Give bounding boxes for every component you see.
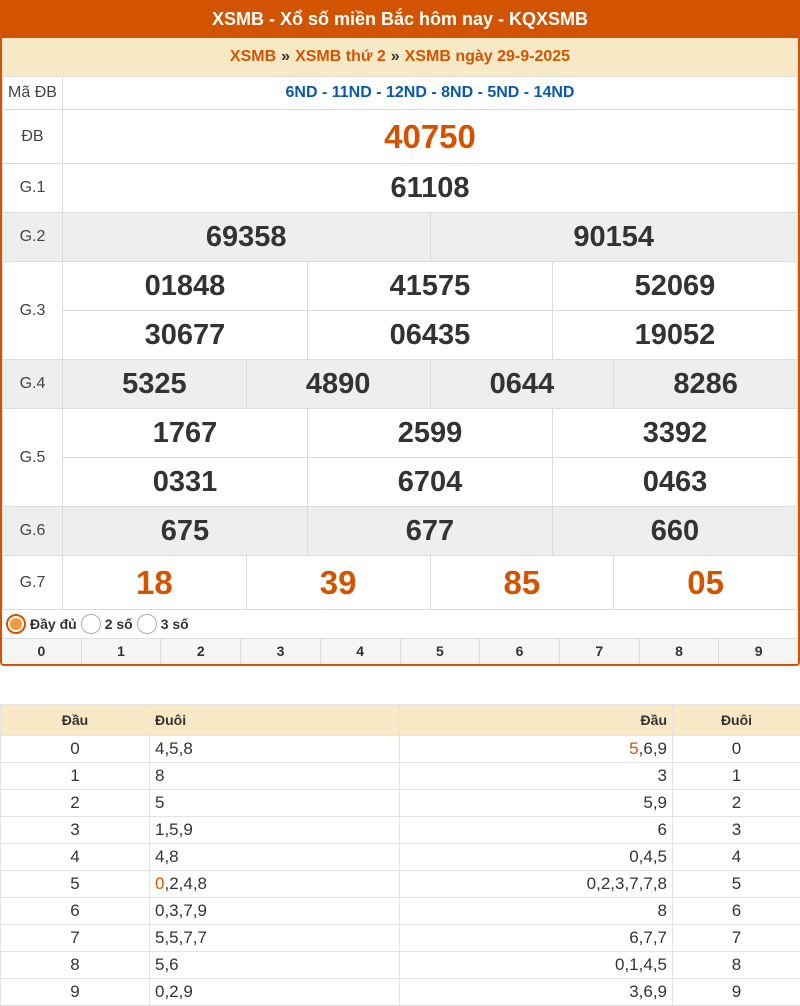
header-dau: Đầu bbox=[1, 705, 150, 736]
duoi-cell: 6 bbox=[673, 898, 800, 925]
option-3-so-label: 3 số bbox=[160, 616, 189, 632]
prize-g3: 19052 bbox=[553, 311, 798, 360]
duoi-cell: 1 bbox=[673, 763, 800, 790]
prize-g3: 52069 bbox=[553, 262, 798, 311]
label-g6: G.6 bbox=[3, 507, 63, 556]
label-ma-db: Mã ĐB bbox=[3, 77, 63, 110]
prize-g5: 1767 bbox=[63, 409, 308, 458]
table-row bbox=[1, 817, 800, 844]
dau-cell: 3,6,9 bbox=[400, 979, 673, 1006]
table-row bbox=[1, 736, 800, 763]
label-g1: G.1 bbox=[3, 164, 63, 213]
table-row bbox=[1, 925, 800, 952]
option-2-so[interactable] bbox=[81, 614, 133, 634]
digit-filter-item[interactable]: 1 bbox=[82, 639, 162, 664]
digit-filter-item[interactable]: 9 bbox=[754, 643, 763, 659]
digit-filter-item[interactable]: 2 bbox=[161, 639, 241, 664]
row-g1 bbox=[3, 164, 798, 213]
page-title: XSMB - Xổ số miền Bắc hôm nay - KQXSMB bbox=[0, 0, 800, 38]
label-g7: G.7 bbox=[3, 556, 63, 610]
breadcrumb-xsmb[interactable]: XSMB bbox=[229, 48, 277, 65]
duoi-cell: 5 bbox=[150, 790, 400, 817]
radio-full[interactable] bbox=[6, 614, 26, 634]
prize-g6: 675 bbox=[63, 507, 308, 556]
digit-filter-item[interactable]: 4 bbox=[321, 639, 401, 664]
duoi-cell: 7 bbox=[673, 925, 800, 952]
breadcrumb-separator: » bbox=[281, 48, 291, 65]
prize-g4: 5325 bbox=[63, 360, 247, 409]
dau-cell: 5,9 bbox=[400, 790, 673, 817]
prize-g6: 677 bbox=[308, 507, 553, 556]
row-g7 bbox=[3, 556, 798, 610]
prize-g7: 05 bbox=[614, 556, 798, 610]
row-g3 bbox=[3, 262, 798, 311]
prize-g4: 0644 bbox=[430, 360, 614, 409]
prize-g7: 18 bbox=[63, 556, 247, 610]
row-g3 bbox=[3, 311, 798, 360]
duoi-cell: 5,5,7,7 bbox=[150, 925, 400, 952]
prize-g2: 90154 bbox=[430, 213, 798, 262]
row-db bbox=[3, 110, 798, 164]
prize-db: 40750 bbox=[63, 110, 798, 164]
prize-g3: 30677 bbox=[63, 311, 308, 360]
prize-g3: 06435 bbox=[308, 311, 553, 360]
prize-g7: 39 bbox=[246, 556, 430, 610]
results-table bbox=[2, 76, 798, 610]
prize-g6: 660 bbox=[553, 507, 798, 556]
dau-cell: 0,2,3,7,7,8 bbox=[400, 871, 673, 898]
digit-filter-item[interactable]: 8 bbox=[640, 639, 720, 664]
row-ma-db bbox=[3, 77, 798, 110]
dau-cell: 0,4,5 bbox=[400, 844, 673, 871]
loto-body bbox=[1, 736, 800, 1006]
digit-filter-item[interactable]: 7 bbox=[560, 639, 640, 664]
duoi-cell: 8 bbox=[150, 763, 400, 790]
dau-cell: 5 bbox=[1, 871, 150, 898]
row-g4 bbox=[3, 360, 798, 409]
duoi-cell: 4,5,8 bbox=[150, 736, 400, 763]
duoi-cell: 8 bbox=[673, 952, 800, 979]
table-row bbox=[1, 790, 800, 817]
loto-table bbox=[0, 704, 800, 1006]
digit-filter-item[interactable]: 3 bbox=[241, 639, 321, 664]
table-row bbox=[1, 979, 800, 1006]
label-g4: G.4 bbox=[3, 360, 63, 409]
prize-g5: 0331 bbox=[63, 458, 308, 507]
breadcrumb bbox=[2, 38, 798, 76]
header-duoi: Đuôi bbox=[150, 705, 400, 736]
prize-g3: 41575 bbox=[308, 262, 553, 311]
dau-cell: 4 bbox=[1, 844, 150, 871]
ma-db-value: 6ND - 11ND - 12ND - 8ND - 5ND - 14ND bbox=[63, 77, 798, 110]
row-g2 bbox=[3, 213, 798, 262]
radio-2-so[interactable] bbox=[81, 614, 101, 634]
table-row bbox=[1, 952, 800, 979]
dau-cell: 5,6,9 bbox=[400, 736, 673, 763]
breadcrumb-xsmb-date[interactable]: XSMB ngày 29-9-2025 bbox=[404, 48, 571, 65]
row-g5 bbox=[3, 458, 798, 507]
prize-g4: 8286 bbox=[614, 360, 798, 409]
breadcrumb-xsmb-thu-2[interactable]: XSMB thứ 2 bbox=[295, 48, 386, 65]
special-digit: 5 bbox=[629, 739, 639, 758]
duoi-cell: 5 bbox=[673, 871, 800, 898]
dau-cell: 6,7,7 bbox=[400, 925, 673, 952]
duoi-cell: 0,2,9 bbox=[150, 979, 400, 1006]
dau-cell: 9 bbox=[1, 979, 150, 1006]
label-g5: G.5 bbox=[3, 409, 63, 507]
digit-filter-item[interactable]: 5 bbox=[401, 639, 481, 664]
duoi-cell: 0,3,7,9 bbox=[150, 898, 400, 925]
option-full-label: Đầy đủ bbox=[30, 616, 77, 632]
dau-cell: 8 bbox=[400, 898, 673, 925]
dau-cell: 3 bbox=[400, 763, 673, 790]
duoi-cell: 4,8 bbox=[150, 844, 400, 871]
duoi-cell: 4 bbox=[673, 844, 800, 871]
duoi-cell: 0,2,4,8 bbox=[150, 871, 400, 898]
option-full[interactable] bbox=[6, 614, 77, 634]
loto-header-row bbox=[1, 705, 800, 736]
prize-g7: 85 bbox=[430, 556, 614, 610]
display-options bbox=[2, 610, 798, 638]
dau-cell: 0,1,4,5 bbox=[400, 952, 673, 979]
duoi-cell: 1,5,9 bbox=[150, 817, 400, 844]
table-row bbox=[1, 898, 800, 925]
table-row bbox=[1, 871, 800, 898]
prize-g5: 0463 bbox=[553, 458, 798, 507]
prize-g5: 6704 bbox=[308, 458, 553, 507]
digit-filter-item[interactable]: 6 bbox=[480, 639, 560, 664]
option-3-so[interactable] bbox=[137, 614, 189, 634]
dau-cell: 2 bbox=[1, 790, 150, 817]
prize-g3: 01848 bbox=[63, 262, 308, 311]
prize-g2: 69358 bbox=[63, 213, 431, 262]
label-db: ĐB bbox=[3, 110, 63, 164]
dau-cell: 6 bbox=[400, 817, 673, 844]
dau-cell: 3 bbox=[1, 817, 150, 844]
digit-filter bbox=[2, 638, 798, 664]
header-duoi: Đuôi bbox=[673, 705, 800, 736]
duoi-cell: 5,6 bbox=[150, 952, 400, 979]
header-dau: Đầu bbox=[400, 705, 673, 736]
dau-cell: 7 bbox=[1, 925, 150, 952]
radio-3-so[interactable] bbox=[137, 614, 157, 634]
row-g6 bbox=[3, 507, 798, 556]
dau-cell: 8 bbox=[1, 952, 150, 979]
dau-cell: 1 bbox=[1, 763, 150, 790]
row-g5 bbox=[3, 409, 798, 458]
label-g2: G.2 bbox=[3, 213, 63, 262]
duoi-cell: 3 bbox=[673, 817, 800, 844]
radio-dot-icon bbox=[10, 618, 22, 630]
special-digit: 0 bbox=[155, 874, 165, 893]
prize-g4: 4890 bbox=[246, 360, 430, 409]
prize-g5: 3392 bbox=[553, 409, 798, 458]
duoi-cell: 0 bbox=[673, 736, 800, 763]
dau-cell: 6 bbox=[1, 898, 150, 925]
table-row bbox=[1, 844, 800, 871]
prize-g5: 2599 bbox=[308, 409, 553, 458]
option-2-so-label: 2 số bbox=[104, 616, 133, 632]
dau-cell: 0 bbox=[1, 736, 150, 763]
label-g3: G.3 bbox=[3, 262, 63, 360]
table-row bbox=[1, 763, 800, 790]
duoi-cell: 2 bbox=[673, 790, 800, 817]
breadcrumb-separator: » bbox=[390, 48, 400, 65]
prize-g1: 61108 bbox=[63, 164, 798, 213]
digit-filter-item[interactable]: 0 bbox=[2, 639, 82, 664]
duoi-cell: 9 bbox=[673, 979, 800, 1006]
